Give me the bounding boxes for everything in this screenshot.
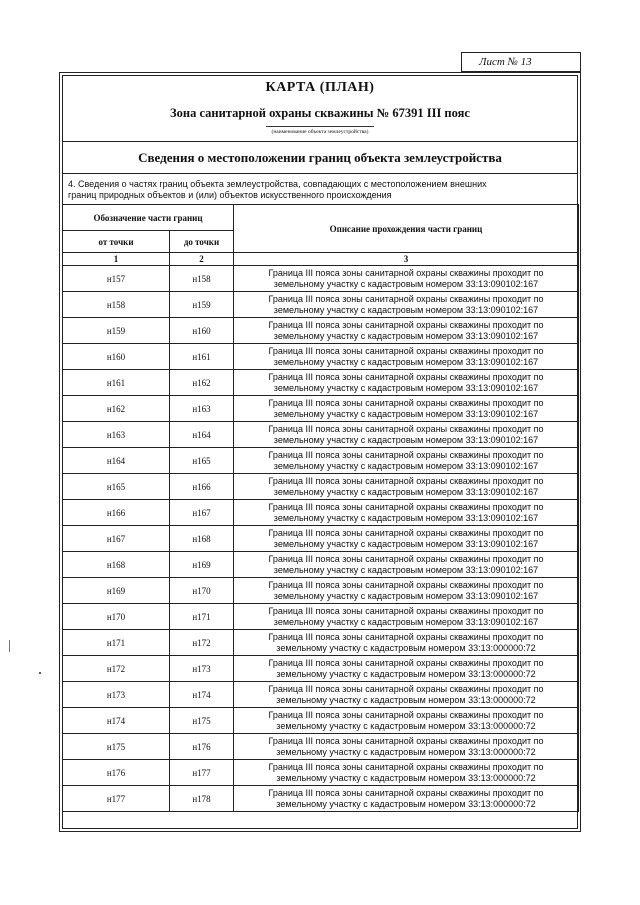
header-boundary-part: Обозначение части границ	[63, 205, 234, 231]
description-line-1: Граница III пояса зоны санитарной охраны скважины проходит по	[268, 605, 544, 616]
boundary-description	[234, 760, 579, 786]
description-line-1: Граница III пояса зоны санитарной охраны скважины проходит по	[268, 527, 544, 538]
to-point: н172	[170, 630, 234, 656]
note-line-2: границ природных объектов и (или) объектов искусственного происхождения	[68, 190, 392, 200]
boundary-description	[234, 630, 579, 656]
boundary-table	[62, 204, 579, 812]
from-point: н161	[63, 370, 170, 396]
boundary-description	[234, 292, 579, 318]
from-point: н170	[63, 604, 170, 630]
description-line-2: земельному участку с кадастровым номером 33:13:000000:72	[276, 720, 536, 731]
scan-dot	[39, 672, 41, 674]
description-line-1: Граница III пояса зоны санитарной охраны скважины проходит по	[268, 293, 544, 304]
description-line-1: Граница III пояса зоны санитарной охраны скважины проходит по	[268, 345, 544, 356]
boundary-description	[234, 526, 579, 552]
description-line-2: земельному участку с кадастровым номером 33:13:090102:167	[273, 512, 539, 523]
from-point: н166	[63, 500, 170, 526]
boundary-description	[234, 396, 579, 422]
from-point: н168	[63, 552, 170, 578]
table-row	[63, 396, 579, 422]
scan-mark	[9, 640, 10, 652]
description-line-2: земельному участку с кадастровым номером 33:13:090102:167	[273, 564, 539, 575]
from-point: н175	[63, 734, 170, 760]
description-line-2: земельному участку с кадастровым номером 33:13:090102:167	[273, 356, 539, 367]
from-point: н169	[63, 578, 170, 604]
table-row	[63, 786, 579, 812]
boundary-description	[234, 708, 579, 734]
from-point: н172	[63, 656, 170, 682]
description-line-1: Граница III пояса зоны санитарной охраны скважины проходит по	[268, 553, 544, 564]
to-point: н165	[170, 448, 234, 474]
description-line-1: Граница III пояса зоны санитарной охраны скважины проходит по	[268, 657, 544, 668]
from-point: н159	[63, 318, 170, 344]
description-line-2: земельному участку с кадастровым номером 33:13:090102:167	[273, 408, 539, 419]
document-subtitle: Зона санитарной охраны скважины № 67391 III пояс	[170, 106, 470, 120]
from-point: н158	[63, 292, 170, 318]
from-point: н162	[63, 396, 170, 422]
from-point: н164	[63, 448, 170, 474]
from-point: н176	[63, 760, 170, 786]
from-point: н174	[63, 708, 170, 734]
to-point: н174	[170, 682, 234, 708]
from-point: н160	[63, 344, 170, 370]
description-line-2: земельному участку с кадастровым номером 33:13:090102:167	[273, 434, 539, 445]
description-line-1: Граница III пояса зоны санитарной охраны скважины проходит по	[268, 709, 544, 720]
document-title: КАРТА (ПЛАН)	[265, 80, 375, 95]
boundary-description	[234, 370, 579, 396]
description-line-1: Граница III пояса зоны санитарной охраны скважины проходит по	[268, 735, 544, 746]
description-line-1: Граница III пояса зоны санитарной охраны скважины проходит по	[268, 683, 544, 694]
caption-text: (наименование объекта землеустройства)	[266, 126, 375, 137]
table-row	[63, 708, 579, 734]
header-description: Описание прохождения части границ	[234, 205, 579, 253]
to-point: н176	[170, 734, 234, 760]
header-from-point: от точки	[63, 231, 170, 253]
boundary-description	[234, 422, 579, 448]
to-point: н162	[170, 370, 234, 396]
boundary-description	[234, 682, 579, 708]
table-row	[63, 760, 579, 786]
boundary-description	[234, 318, 579, 344]
to-point: н158	[170, 266, 234, 292]
to-point: н161	[170, 344, 234, 370]
table-row	[63, 656, 579, 682]
section-note	[62, 176, 578, 203]
to-point: н160	[170, 318, 234, 344]
boundary-description	[234, 786, 579, 812]
description-line-1: Граница III пояса зоны санитарной охраны скважины проходит по	[268, 397, 544, 408]
description-line-2: земельному участку с кадастровым номером 33:13:090102:167	[273, 538, 539, 549]
description-line-1: Граница III пояса зоны санитарной охраны скважины проходит по	[268, 631, 544, 642]
table-row	[63, 448, 579, 474]
table-row	[63, 266, 579, 292]
description-line-2: земельному участку с кадастровым номером 33:13:000000:72	[276, 746, 536, 757]
from-point: н177	[63, 786, 170, 812]
note-line-1: 4. Сведения о частях границ объекта землеустройства, совпадающих с местоположением внешних	[68, 179, 487, 189]
description-line-2: земельному участку с кадастровым номером 33:13:090102:167	[273, 330, 539, 341]
description-line-2: земельному участку с кадастровым номером 33:13:090102:167	[273, 278, 539, 289]
description-line-2: земельному участку с кадастровым номером 33:13:090102:167	[273, 382, 539, 393]
table-row	[63, 370, 579, 396]
to-point: н171	[170, 604, 234, 630]
table-row	[63, 552, 579, 578]
description-line-1: Граница III пояса зоны санитарной охраны скважины проходит по	[268, 475, 544, 486]
to-point: н170	[170, 578, 234, 604]
description-line-1: Граница III пояса зоны санитарной охраны скважины проходит по	[268, 761, 544, 772]
table-row	[63, 474, 579, 500]
to-point: н167	[170, 500, 234, 526]
boundary-description	[234, 266, 579, 292]
to-point: н168	[170, 526, 234, 552]
table-row	[63, 292, 579, 318]
header-col-number-2: 2	[170, 253, 234, 266]
table-row	[63, 500, 579, 526]
description-line-2: земельному участку с кадастровым номером 33:13:000000:72	[276, 642, 536, 653]
description-line-2: земельному участку с кадастровым номером 33:13:090102:167	[273, 460, 539, 471]
boundary-description	[234, 344, 579, 370]
from-point: н165	[63, 474, 170, 500]
from-point: н163	[63, 422, 170, 448]
boundary-description	[234, 578, 579, 604]
boundary-description	[234, 734, 579, 760]
to-point: н163	[170, 396, 234, 422]
description-line-1: Граница III пояса зоны санитарной охраны скважины проходит по	[268, 787, 544, 798]
table-body	[63, 266, 579, 812]
table-row	[63, 344, 579, 370]
header-to-point: до точки	[170, 231, 234, 253]
description-line-2: земельному участку с кадастровым номером 33:13:000000:72	[276, 798, 536, 809]
description-line-2: земельному участку с кадастровым номером 33:13:090102:167	[273, 486, 539, 497]
to-point: н177	[170, 760, 234, 786]
description-line-1: Граница III пояса зоны санитарной охраны скважины проходит по	[268, 423, 544, 434]
table-row	[63, 578, 579, 604]
table-row	[63, 318, 579, 344]
from-point: н171	[63, 630, 170, 656]
header-col-number-3: 3	[234, 253, 579, 266]
description-line-1: Граница III пояса зоны санитарной охраны скважины проходит по	[268, 579, 544, 590]
to-point: н169	[170, 552, 234, 578]
to-point: н173	[170, 656, 234, 682]
boundary-description	[234, 474, 579, 500]
boundary-description	[234, 656, 579, 682]
table-row	[63, 734, 579, 760]
to-point: н164	[170, 422, 234, 448]
table-row	[63, 630, 579, 656]
description-line-2: земельному участку с кадастровым номером 33:13:000000:72	[276, 694, 536, 705]
table-row	[63, 604, 579, 630]
description-line-1: Граница III пояса зоны санитарной охраны скважины проходит по	[268, 449, 544, 460]
description-line-2: земельному участку с кадастровым номером 33:13:090102:167	[273, 304, 539, 315]
description-line-1: Граница III пояса зоны санитарной охраны скважины проходит по	[268, 267, 544, 278]
description-line-2: земельному участку с кадастровым номером 33:13:090102:167	[273, 616, 539, 627]
table-row	[63, 682, 579, 708]
to-point: н175	[170, 708, 234, 734]
header-col-number-1: 1	[63, 253, 170, 266]
boundary-description	[234, 604, 579, 630]
subtitle-caption	[62, 126, 578, 138]
description-line-1: Граница III пояса зоны санитарной охраны скважины проходит по	[268, 371, 544, 382]
boundary-description	[234, 448, 579, 474]
description-line-1: Граница III пояса зоны санитарной охраны скважины проходит по	[268, 319, 544, 330]
to-point: н166	[170, 474, 234, 500]
from-point: н167	[63, 526, 170, 552]
from-point: н173	[63, 682, 170, 708]
description-line-2: земельному участку с кадастровым номером 33:13:000000:72	[276, 668, 536, 679]
description-line-2: земельному участку с кадастровым номером 33:13:000000:72	[276, 772, 536, 783]
to-point: н159	[170, 292, 234, 318]
boundary-description	[234, 552, 579, 578]
description-line-2: земельному участку с кадастровым номером 33:13:090102:167	[273, 590, 539, 601]
boundary-description	[234, 500, 579, 526]
section-heading: Сведения о местоположении границ объекта землеустройства	[62, 141, 578, 174]
description-line-1: Граница III пояса зоны санитарной охраны скважины проходит по	[268, 501, 544, 512]
sheet-number: Лист № 13	[461, 52, 581, 72]
table-row	[63, 526, 579, 552]
to-point: н178	[170, 786, 234, 812]
from-point: н157	[63, 266, 170, 292]
table-row	[63, 422, 579, 448]
